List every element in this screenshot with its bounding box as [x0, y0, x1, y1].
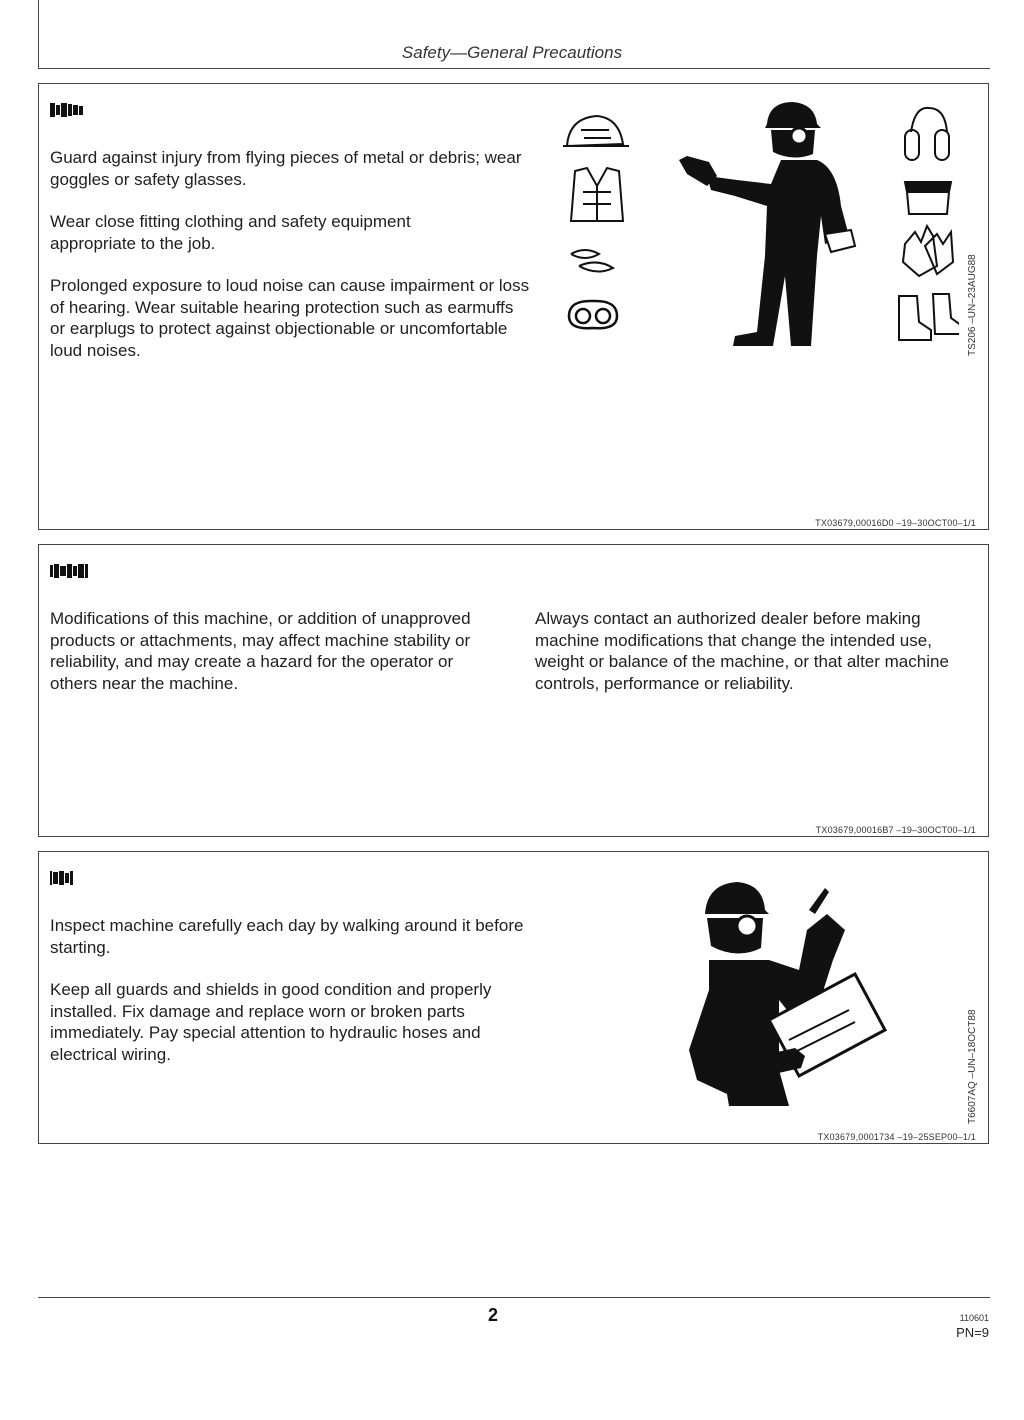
- pn-label: PN=9: [956, 1325, 989, 1340]
- reference-code: TX03679,0001734 –19–25SEP00–1/1: [817, 1132, 976, 1142]
- paragraph: Guard against injury from flying pieces of metal or debris; wear goggles or safety glasses.: [50, 148, 522, 189]
- section-2-right-text: Always contact an authorized dealer before making machine modifications that change the intended use, weight or balance of the machine, or that alter machine controls, performance or reliability.: [535, 609, 949, 693]
- hard-hat-icon: [563, 116, 629, 146]
- safety-vest-icon: [571, 168, 623, 221]
- reference-code: TX03679,00016B7 –19–30OCT00–1/1: [815, 825, 976, 835]
- footer-rule: [38, 1297, 990, 1298]
- page-number: 2: [488, 1305, 499, 1325]
- ear-muffs-icon: [905, 108, 949, 160]
- header-rule: [38, 68, 990, 69]
- section-3-text: [50, 915, 530, 1065]
- section-inspection: [38, 851, 989, 1144]
- section-2-left-text: Modifications of this machine, or addition of unapproved products or attachments, may affect machine stability or reliability, and may create a hazard for the operator or others near the machine.: [50, 609, 471, 693]
- section-title-glyph: [50, 562, 89, 580]
- paragraph: Wear close fitting clothing and safety equipment appropriate to the job.: [50, 212, 411, 253]
- section-title-glyph: [50, 101, 84, 119]
- revision-code: 110601: [959, 1313, 989, 1323]
- inspector-figure-icon: [689, 882, 885, 1106]
- section-modifications: [38, 544, 989, 837]
- ear-plugs-icon: [571, 250, 613, 272]
- goggles-icon: [569, 301, 617, 328]
- section-1-text: [50, 147, 530, 361]
- safety-equipment-illustration: [559, 96, 959, 366]
- page-title: Safety—General Precautions: [401, 43, 623, 62]
- section-title-glyph: [50, 869, 74, 887]
- figure-label: T6607AQ –UN–18OCT88: [967, 1009, 978, 1124]
- paragraph: Keep all guards and shields in good condition and properly installed. Fix damage and replace worn or broken parts immediately. Pay special attention to hydraulic hoses and electrical wiring.: [50, 980, 492, 1064]
- face-shield-icon: [905, 182, 951, 214]
- gloves-icon: [903, 226, 953, 276]
- paragraph: Prolonged exposure to loud noise can cause impairment or loss of hearing. Wear suitable hearing protection such as earmuffs or earplugs to protect against objectionable or uncomfortable loud noises.: [50, 276, 530, 360]
- worker-figure-icon: [679, 102, 855, 346]
- paragraph: Inspect machine carefully each day by walking around it before starting.: [50, 916, 524, 957]
- safety-boots-icon: [899, 294, 959, 340]
- reference-code: TX03679,00016D0 –19–30OCT00–1/1: [815, 518, 976, 528]
- inspector-illustration: [649, 870, 889, 1120]
- section-protective-equipment: [38, 83, 989, 530]
- figure-label: TS206 –UN–23AUG88: [967, 254, 978, 356]
